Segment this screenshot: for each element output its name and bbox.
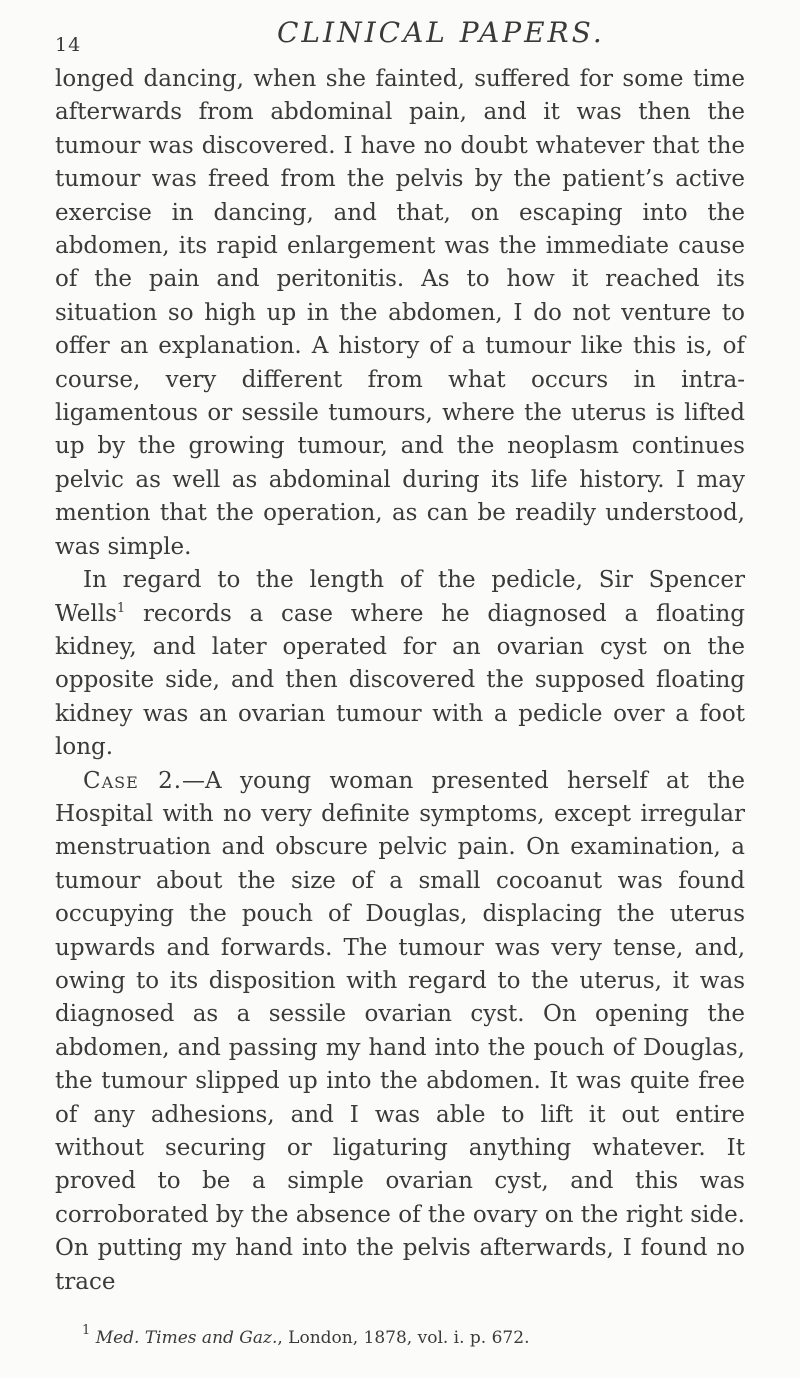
case-2-text: —A young woman presented herself at the Hospital with no very definite symptoms, except irregular menstruation and obscure pelvic pain. On examination, a tumour about the size of a small cocoanut was found occupying the pouch of Douglas, displacing the uterus upwards and forwards. The tumour was very tense, and, owing to its disposition with regard to the uterus, it was diagnosed as a sessile ovarian cyst. On opening the abdomen, and passing my hand into the pouch of Douglas, the tumour slipped up into the abdomen. It was quite free of any adhesions, and I was able to lift it out entire without securing or ligaturing anything whatever. It proved to be a simple ovarian cyst, and this was corroborated by the absence of the ovary on the right side. On putting my hand into the pelvis afterwards, I found no trace — [55, 767, 745, 1295]
page-header — [55, 16, 745, 56]
running-head: CLINICAL PAPERS. — [277, 16, 605, 49]
paragraph-pedicle-text-end: records a case where he diagnosed a floating kidney, and later operated for an ovarian cyst on the opposite side, and then discovered the supposed floating kidney was an ovarian tumour with a pedicle over a foot long. — [55, 600, 745, 761]
paragraph-continuation: longed dancing, when she fainted, suffered for some time afterwards from abdominal pain, and it was then the tumour was discovered. I have no doubt whatever that the tumour was freed from the pelvis by the patient’s active exercise in dancing, and that, on escaping into the abdomen, its rapid enlargement was the immediate cause of the pain and peritonitis. As to how it reached its situation so high up in the abdomen, I do not venture to offer an explanation. A history of a tumour like this is, of course, very different from what occurs in intra-ligamentous or sessile tumours, where the uterus is lifted up by the growing tumour, and the neoplasm continues pelvic as well as abdominal during its life history. I may mention that the operation, as can be readily understood, was simple. — [55, 66, 745, 560]
paragraph-pedicle — [55, 564, 745, 764]
footnote-details: , London, 1878, vol. i. p. 672. — [277, 1328, 530, 1348]
body-text — [55, 63, 745, 1299]
footnote-reference: 1 — [116, 600, 126, 616]
page-number: 14 — [55, 34, 82, 56]
paragraph-case-2 — [55, 765, 745, 1300]
paragraph-pedicle-text-start: In regard to the length of the pedicle, Sir Spencer Wells — [55, 567, 745, 627]
footnote — [82, 1323, 530, 1348]
footnote-journal: Med. Times and Gaz. — [95, 1328, 278, 1348]
footnote-marker: 1 — [82, 1323, 91, 1338]
case-label: Case 2. — [83, 767, 183, 794]
